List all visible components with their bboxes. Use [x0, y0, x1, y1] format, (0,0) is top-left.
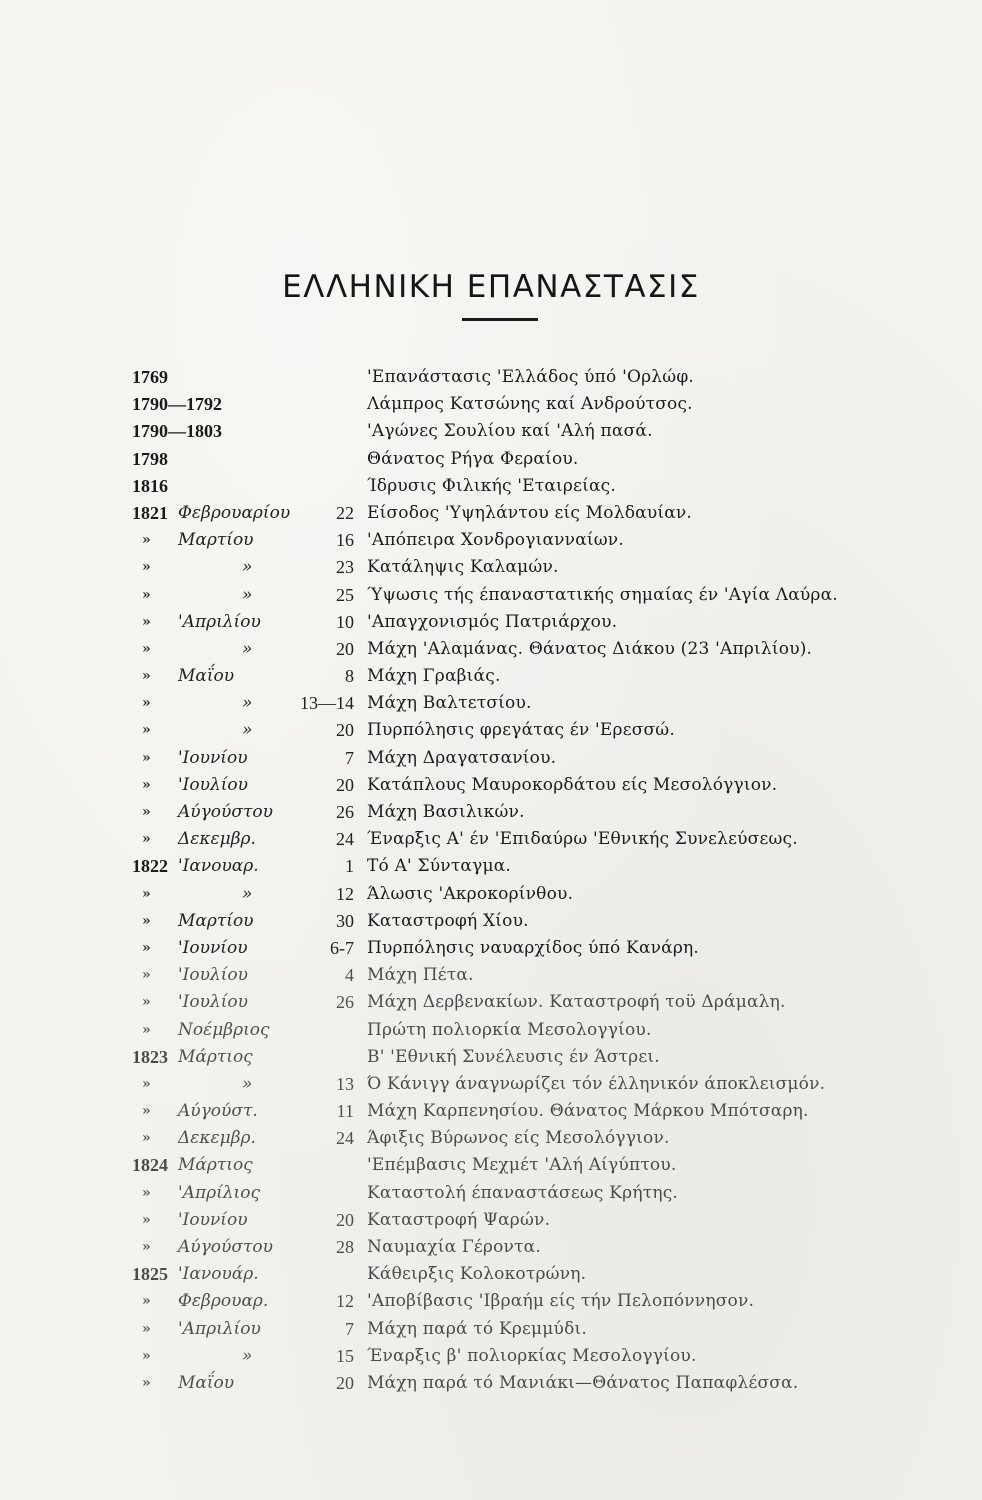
- entry-day: 11: [336, 1101, 354, 1122]
- entry-ditto-mark: »: [142, 1320, 151, 1337]
- chronology-entry: [132, 663, 872, 690]
- chronology-entry: [132, 582, 872, 609]
- entry-ditto-mark: »: [142, 939, 151, 956]
- entry-event: Άλωσις 'Ακροκορίνθου.: [367, 883, 574, 904]
- chronology-entry: [132, 609, 872, 636]
- chronology-entry: [132, 853, 872, 880]
- entry-event: Άφιξις Βύρωνος είς Μεσολόγγιον.: [367, 1128, 670, 1149]
- entry-month: Φεβρουαρίου: [178, 502, 291, 523]
- entry-year: 1823: [132, 1046, 168, 1067]
- entry-ditto-mark: »: [142, 668, 151, 685]
- entry-month: 'Απριλίου: [178, 1318, 261, 1339]
- entry-month: Φεβρουαρ.: [178, 1291, 269, 1312]
- chronology-entry: [132, 772, 872, 799]
- entry-ditto-mark: »: [142, 1130, 151, 1147]
- entry-day: 1: [345, 856, 354, 877]
- chronology-entry: [132, 1316, 872, 1343]
- entry-year: 1816: [132, 475, 168, 496]
- entry-month: »: [242, 1345, 253, 1366]
- entry-event: Τό Α' Σύνταγμα.: [367, 856, 511, 877]
- entry-event: Ναυμαχία Γέροντα.: [367, 1237, 541, 1257]
- entry-month: Μαΐου: [178, 1372, 235, 1393]
- entry-month: Αύγούστ.: [178, 1101, 258, 1122]
- entry-event: Κατάληψις Καλαμών.: [367, 557, 559, 578]
- entry-ditto-mark: »: [142, 1021, 151, 1038]
- entry-event: Μάχη Βασιλικών.: [367, 802, 525, 822]
- entry-event: Ύψωσις τής έπαναστατικής σημαίας έν 'Αγία Λαύρα.: [367, 584, 838, 605]
- entry-month: »: [242, 720, 253, 741]
- entry-ditto-mark: »: [142, 695, 151, 712]
- entry-month: »: [242, 693, 253, 714]
- entry-day: 13: [336, 1073, 354, 1094]
- entry-month: 'Απρίλιος: [178, 1182, 260, 1203]
- title-divider: [462, 318, 538, 321]
- entry-event: Θάνατος Ρήγα Φεραίου.: [367, 448, 579, 469]
- entry-day: 6-7: [330, 937, 354, 958]
- entry-day: 20: [336, 1372, 354, 1393]
- entry-event: Μάχη Πέτα.: [367, 965, 474, 986]
- chronology-entry: [132, 1261, 872, 1288]
- chronology-entry: [132, 1343, 872, 1370]
- chronology-entry: [132, 1370, 872, 1397]
- entry-month: »: [242, 638, 253, 659]
- entry-year: 1824: [132, 1155, 168, 1176]
- entry-month: Μαρτίου: [178, 530, 254, 551]
- entry-month: 'Ιανουάρ.: [178, 1264, 259, 1285]
- entry-ditto-mark: »: [142, 1211, 151, 1228]
- entry-ditto-mark: »: [142, 1239, 151, 1255]
- entry-ditto-mark: »: [142, 912, 151, 929]
- entry-event: Ίδρυσις Φιλικής 'Εταιρείας.: [367, 475, 616, 496]
- entry-event: 'Απαγχονισμός Πατριάρχου.: [367, 611, 618, 632]
- entry-event: Πυρπόλησις ναυαρχίδος ύπό Κανάρη.: [367, 937, 700, 958]
- entry-month: Μαΐου: [178, 666, 235, 687]
- entry-event: 'Αγώνες Σουλίου καί 'Αλή πασά.: [367, 421, 653, 442]
- chronology-entry: [132, 962, 872, 989]
- entry-year: 1822: [132, 856, 168, 877]
- entry-day: 12: [336, 1291, 354, 1312]
- entry-ditto-mark: »: [142, 1184, 151, 1201]
- entry-month: 'Ιουνίου: [178, 937, 248, 958]
- entry-ditto-mark: »: [142, 586, 151, 603]
- chronology-entry: [132, 391, 872, 418]
- chronology-entry: [132, 826, 872, 853]
- entry-day: 13—14: [300, 693, 354, 714]
- entry-event: Ό Κάνιγγ άναγνωρίζει τόν έλληνικόν άποκλεισμόν.: [367, 1073, 826, 1094]
- chronology-entry: [132, 1071, 872, 1098]
- entry-event: Μάχη Καρπενησίου. Θάνατος Μάρκου Μπότσαρη.: [367, 1101, 809, 1122]
- entry-ditto-mark: »: [142, 967, 151, 984]
- chronology-entry: [132, 364, 872, 391]
- entry-event: Πρώτη πολιορκία Μεσολογγίου.: [367, 1019, 652, 1040]
- chronology-entry: [132, 908, 872, 935]
- entry-year: 1798: [132, 448, 168, 469]
- entry-event: Πυρπόλησις φρεγάτας έν 'Ερεσσώ.: [367, 720, 675, 741]
- entry-event: 'Επανάστασις 'Ελλάδος ύπό 'Ορλώφ.: [367, 367, 695, 387]
- entry-day: 26: [336, 802, 354, 822]
- entry-event: Μάχη 'Αλαμάνας. Θάνατος Διάκου (23 'Απριλίου).: [367, 638, 813, 659]
- chronology-entry: [132, 745, 872, 772]
- entry-month: 'Ιανουαρ.: [178, 856, 259, 877]
- chronology-entry: [132, 690, 872, 717]
- chronology-entry: [132, 1017, 872, 1044]
- entry-day: 24: [336, 1128, 354, 1149]
- entry-month: Αύγούστου: [178, 802, 273, 822]
- chronology-entry: [132, 1288, 872, 1315]
- entry-month: »: [242, 557, 253, 578]
- entry-event: Λάμπρος Κατσώνης καί Ανδρούτσος.: [367, 394, 693, 415]
- entry-event: Μάχη παρά τό Κρεμμύδι.: [367, 1318, 587, 1339]
- chronology-entry: [132, 1152, 872, 1179]
- entry-day: 20: [336, 1209, 354, 1230]
- entry-event: Μάχη Βαλτετσίου.: [367, 693, 532, 714]
- chronology-entry: [132, 446, 872, 473]
- entry-day: 7: [345, 1318, 354, 1339]
- entry-event: Μάχη παρά τό Μανιάκι—Θάνατος Παπαφλέσσα.: [367, 1372, 799, 1393]
- entry-event: Είσοδος 'Υψηλάντου είς Μολδαυίαν.: [367, 502, 693, 523]
- entry-month: »: [242, 883, 253, 904]
- entry-event: 'Αποβίβασις 'Ιβραήμ είς τήν Πελοπόννησον.: [367, 1291, 755, 1312]
- entry-ditto-mark: »: [142, 994, 151, 1011]
- entry-ditto-mark: »: [142, 613, 151, 630]
- entry-month: 'Ιουλίου: [178, 965, 248, 986]
- chronology-entry: [132, 717, 872, 744]
- entry-month: Αύγούστου: [178, 1237, 273, 1257]
- entry-day: 10: [336, 611, 354, 632]
- entry-event: Κατάπλους Μαυροκορδάτου είς Μεσολόγγιον.: [367, 774, 778, 795]
- entry-ditto-mark: »: [142, 640, 151, 657]
- chronology-entry: [132, 1234, 872, 1261]
- entry-ditto-mark: »: [142, 559, 151, 576]
- chronology-entry: [132, 1098, 872, 1125]
- entry-day: 16: [336, 530, 354, 551]
- entry-day: 12: [336, 883, 354, 904]
- entry-day: 28: [336, 1237, 354, 1257]
- entry-month: Δεκεμβρ.: [178, 1128, 256, 1149]
- entry-month: 'Ιουλίου: [178, 774, 248, 795]
- chronology-entry: [132, 473, 872, 500]
- entry-ditto-mark: »: [142, 1293, 151, 1310]
- entry-month: »: [242, 1073, 253, 1094]
- entry-year: 1790—1792: [132, 394, 222, 415]
- chronology-entry: [132, 989, 872, 1016]
- entry-ditto-mark: »: [142, 1374, 151, 1391]
- entry-day: 30: [336, 910, 354, 931]
- chronology-entry: [132, 1180, 872, 1207]
- entry-event: 'Επέμβασις Μεχμέτ 'Αλή Αίγύπτου.: [367, 1155, 677, 1176]
- chronology-entry: [132, 1125, 872, 1152]
- entry-event: 'Απόπειρα Χονδρογιανναίων.: [367, 530, 624, 551]
- entry-day: 22: [336, 502, 354, 523]
- entry-ditto-mark: »: [142, 1075, 151, 1092]
- chronology-entry: [132, 799, 872, 826]
- entry-event: Μάχη Δερβενακίων. Καταστροφή τοϋ Δράμαλη.: [367, 992, 786, 1013]
- chronology-entry: [132, 1207, 872, 1234]
- entry-event: Κάθειρξις Κολοκοτρώνη.: [367, 1264, 587, 1285]
- chronology-entry: [132, 500, 872, 527]
- entry-event: Καταστροφή Ψαρών.: [367, 1209, 551, 1230]
- entry-month: Μάρτιος: [178, 1046, 253, 1067]
- entry-month: 'Ιουνίου: [178, 1209, 248, 1230]
- chronology-entry: [132, 554, 872, 581]
- chronology-list: [132, 364, 872, 1397]
- entry-month: Δεκεμβρ.: [178, 829, 256, 850]
- entry-day: 23: [336, 557, 354, 578]
- chronology-entry: [132, 418, 872, 445]
- chronology-entry: [132, 935, 872, 962]
- entry-day: 8: [345, 666, 354, 687]
- entry-month: Μαρτίου: [178, 910, 254, 931]
- entry-ditto-mark: »: [142, 722, 151, 739]
- entry-month: Μάρτιος: [178, 1155, 253, 1176]
- entry-day: 20: [336, 774, 354, 795]
- entry-event: Καταστροφή Χίου.: [367, 910, 529, 931]
- chronology-entry: [132, 1044, 872, 1071]
- entry-event: Μάχη Δραγατσανίου.: [367, 747, 557, 768]
- entry-ditto-mark: »: [142, 1103, 151, 1120]
- chronology-entry: [132, 881, 872, 908]
- entry-event: Καταστολή έπαναστάσεως Κρήτης.: [367, 1182, 679, 1203]
- entry-ditto-mark: »: [142, 749, 151, 766]
- chronology-entry: [132, 527, 872, 554]
- entry-year: 1790—1803: [132, 421, 222, 442]
- entry-day: 7: [345, 747, 354, 768]
- entry-month: 'Ιουλίου: [178, 992, 248, 1013]
- entry-event: Β' 'Εθνική Συνέλευσις έν Άστρει.: [367, 1046, 660, 1067]
- entry-event: Μάχη Γραβιάς.: [367, 666, 501, 687]
- entry-ditto-mark: »: [142, 804, 151, 820]
- entry-day: 4: [345, 965, 354, 986]
- entry-event: Έναρξις β' πολιορκίας Μεσολογγίου.: [367, 1345, 697, 1366]
- entry-year: 1821: [132, 502, 168, 523]
- entry-day: 20: [336, 720, 354, 741]
- entry-month: Νοέμβριος: [178, 1019, 270, 1040]
- entry-year: 1825: [132, 1264, 168, 1285]
- chronology-entry: [132, 636, 872, 663]
- page-title: ΕΛΛΗΝΙΚΗ ΕΠΑΝΑΣΤΑΣΙΣ: [282, 268, 700, 305]
- entry-day: 20: [336, 638, 354, 659]
- entry-month: 'Ιουνίου: [178, 747, 248, 768]
- entry-ditto-mark: »: [142, 831, 151, 848]
- entry-month: »: [242, 584, 253, 605]
- entry-day: 24: [336, 829, 354, 850]
- entry-event: Έναρξις Α' έν 'Επιδαύρω 'Εθνικής Συνελεύσεως.: [367, 829, 798, 850]
- entry-ditto-mark: »: [142, 776, 151, 793]
- entry-day: 25: [336, 584, 354, 605]
- entry-month: 'Απριλίου: [178, 611, 261, 632]
- entry-ditto-mark: »: [142, 532, 151, 549]
- entry-ditto-mark: »: [142, 1347, 151, 1364]
- entry-year: 1769: [132, 367, 168, 387]
- entry-day: 15: [336, 1345, 354, 1366]
- entry-ditto-mark: »: [142, 885, 151, 902]
- entry-day: 26: [336, 992, 354, 1013]
